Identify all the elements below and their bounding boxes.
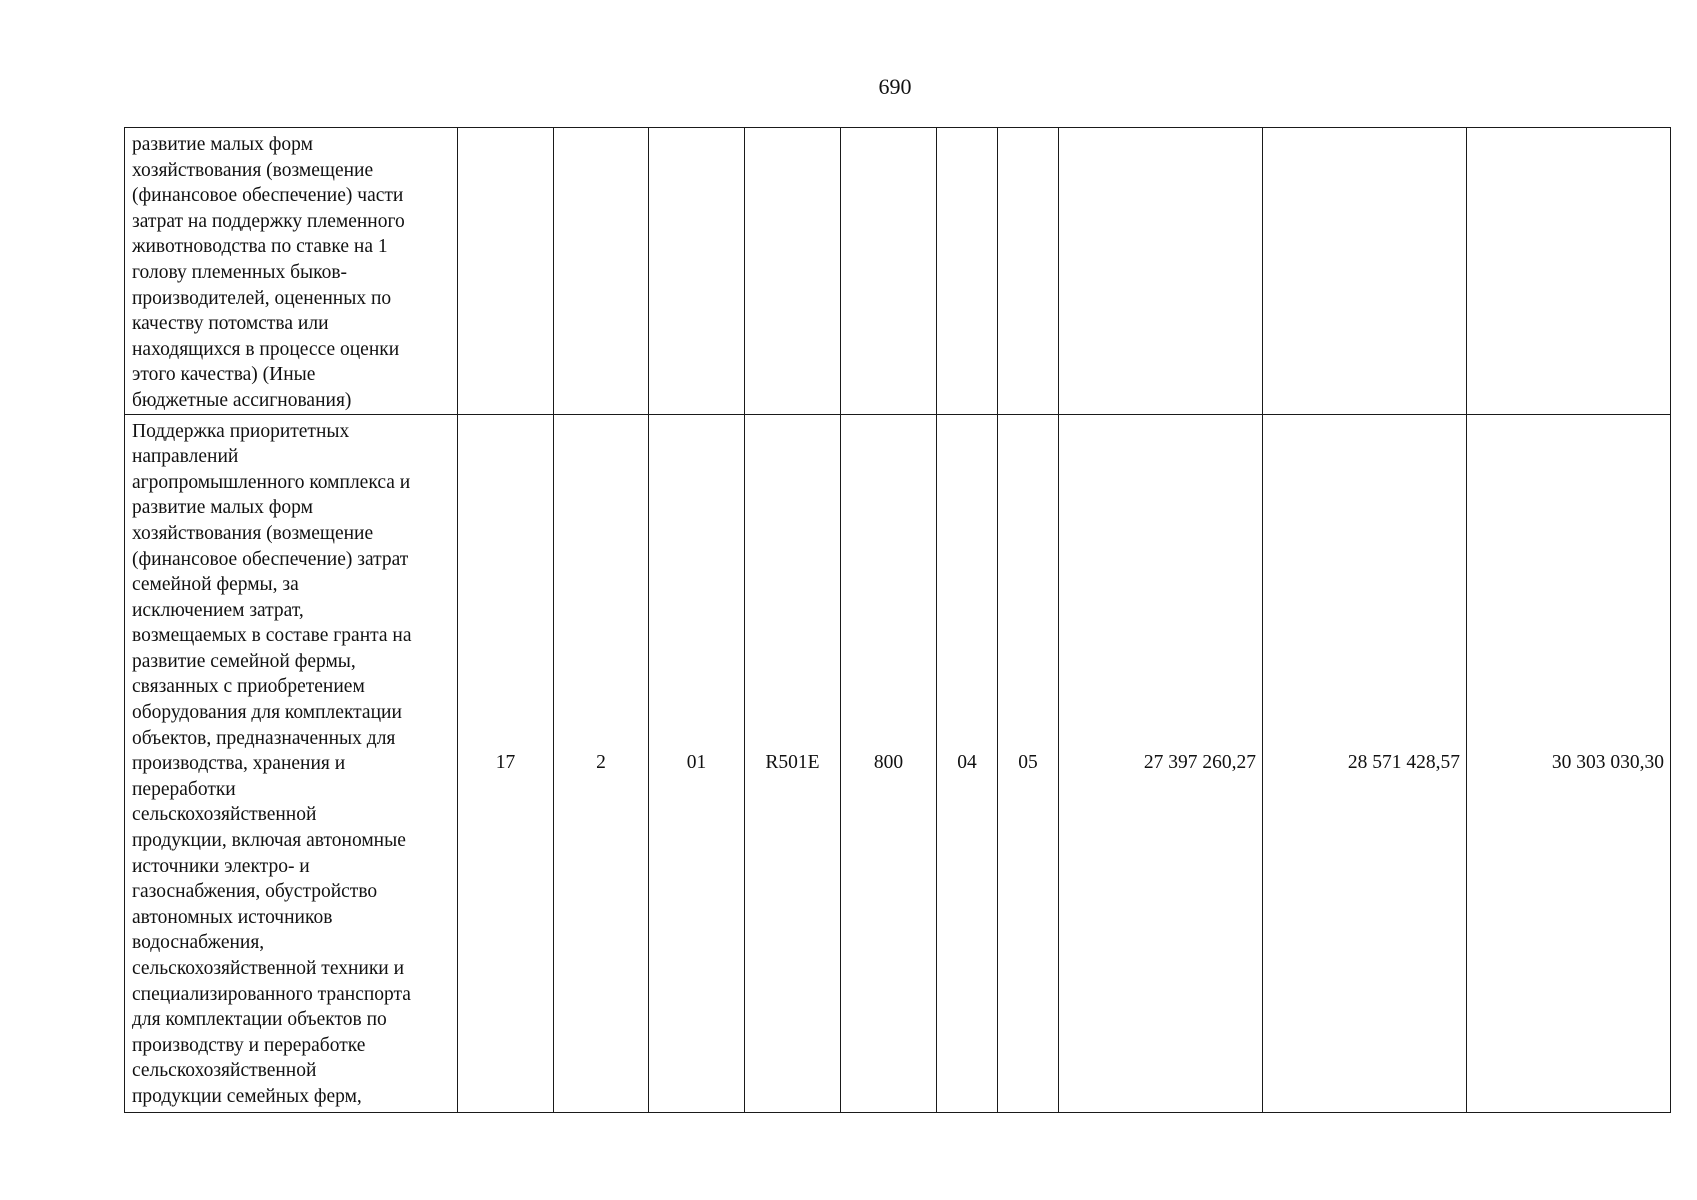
description-line: (финансовое обеспечение) затрат <box>132 548 409 570</box>
section-cell <box>937 128 998 415</box>
description-line: возмещаемых в составе гранта на <box>132 625 412 647</box>
description-line: объектов, предназначенных для <box>132 727 396 749</box>
table-row <box>125 414 1671 1112</box>
subsection-cell <box>998 128 1059 415</box>
description-line: развитие малых форм <box>132 497 313 519</box>
description-line: продукции семейных ферм, <box>132 1085 362 1107</box>
amount-year2-cell <box>1263 128 1467 415</box>
description-line: сельскохозяйственной <box>132 1060 317 1082</box>
program-code-cell <box>458 128 554 415</box>
description-line: развитие семейной фермы, <box>132 650 356 672</box>
direction-code-cell <box>745 128 841 415</box>
description-line: водоснабжения, <box>132 932 265 954</box>
description-line: животноводства по ставке на 1 <box>132 236 388 258</box>
expense-type-cell <box>841 128 937 415</box>
amount-year3-cell: 30 303 030,30 <box>1467 414 1671 1112</box>
description-line: автономных источников <box>132 906 333 928</box>
description-line: агропромышленного комплекса и <box>132 471 411 493</box>
description-line: Поддержка приоритетных <box>132 420 350 442</box>
description-line: производству и переработке <box>132 1034 366 1056</box>
direction-code-cell: R501E <box>745 414 841 1112</box>
subprogram-code-cell <box>554 128 649 415</box>
description-line: связанных с приобретением <box>132 676 365 698</box>
description-line: оборудования для комплектации <box>132 702 402 724</box>
description-line: направлений <box>132 446 239 468</box>
description-line: специализированного транспорта <box>132 983 411 1005</box>
description-line: сельскохозяйственной техники и <box>132 958 405 979</box>
description-line: газоснабжения, обустройство <box>132 881 378 903</box>
description-line: развитие малых форм <box>132 134 313 155</box>
description-line: хозяйствования (возмещение <box>132 159 374 181</box>
description-line: затрат на поддержку племенного <box>132 210 405 232</box>
page-number: 690 <box>878 74 912 99</box>
description-line: хозяйствования (возмещение <box>132 522 374 544</box>
amount-year1-cell: 27 397 260,27 <box>1059 414 1263 1112</box>
amount-year3-cell <box>1467 128 1671 415</box>
description-line: производства, хранения и <box>132 753 346 775</box>
description-line: находящихся в процессе оценки <box>132 338 400 360</box>
description-line: продукции, включая автономные <box>132 830 406 852</box>
section-cell: 04 <box>937 414 998 1112</box>
description-line: качеству потомства или <box>132 313 329 335</box>
budget-table <box>124 127 1671 1113</box>
subsection-cell: 05 <box>998 414 1059 1112</box>
expense-type-cell: 800 <box>841 414 937 1112</box>
main-event-code-cell: 01 <box>649 414 745 1112</box>
description-line: переработки <box>132 778 236 800</box>
description-cell <box>125 128 458 415</box>
description-line: этого качества) (Иные <box>132 364 316 386</box>
table-row <box>125 128 1671 415</box>
description-line: семейной фермы, за <box>132 574 299 596</box>
amount-year1-cell <box>1059 128 1263 415</box>
main-event-code-cell <box>649 128 745 415</box>
program-code-cell: 17 <box>458 414 554 1112</box>
description-line: сельскохозяйственной <box>132 804 317 826</box>
description-cell <box>125 414 458 1112</box>
description-line: исключением затрат, <box>132 599 304 621</box>
description-line: голову племенных быков- <box>132 261 348 283</box>
description-line: бюджетные ассигнования) <box>132 389 352 411</box>
description-line: источники электро- и <box>132 855 310 877</box>
description-line: производителей, оцененных по <box>132 287 392 309</box>
amount-year2-cell: 28 571 428,57 <box>1263 414 1467 1112</box>
subprogram-code-cell: 2 <box>554 414 649 1112</box>
description-line: для комплектации объектов по <box>132 1009 387 1031</box>
description-line: (финансовое обеспечение) части <box>132 185 404 207</box>
